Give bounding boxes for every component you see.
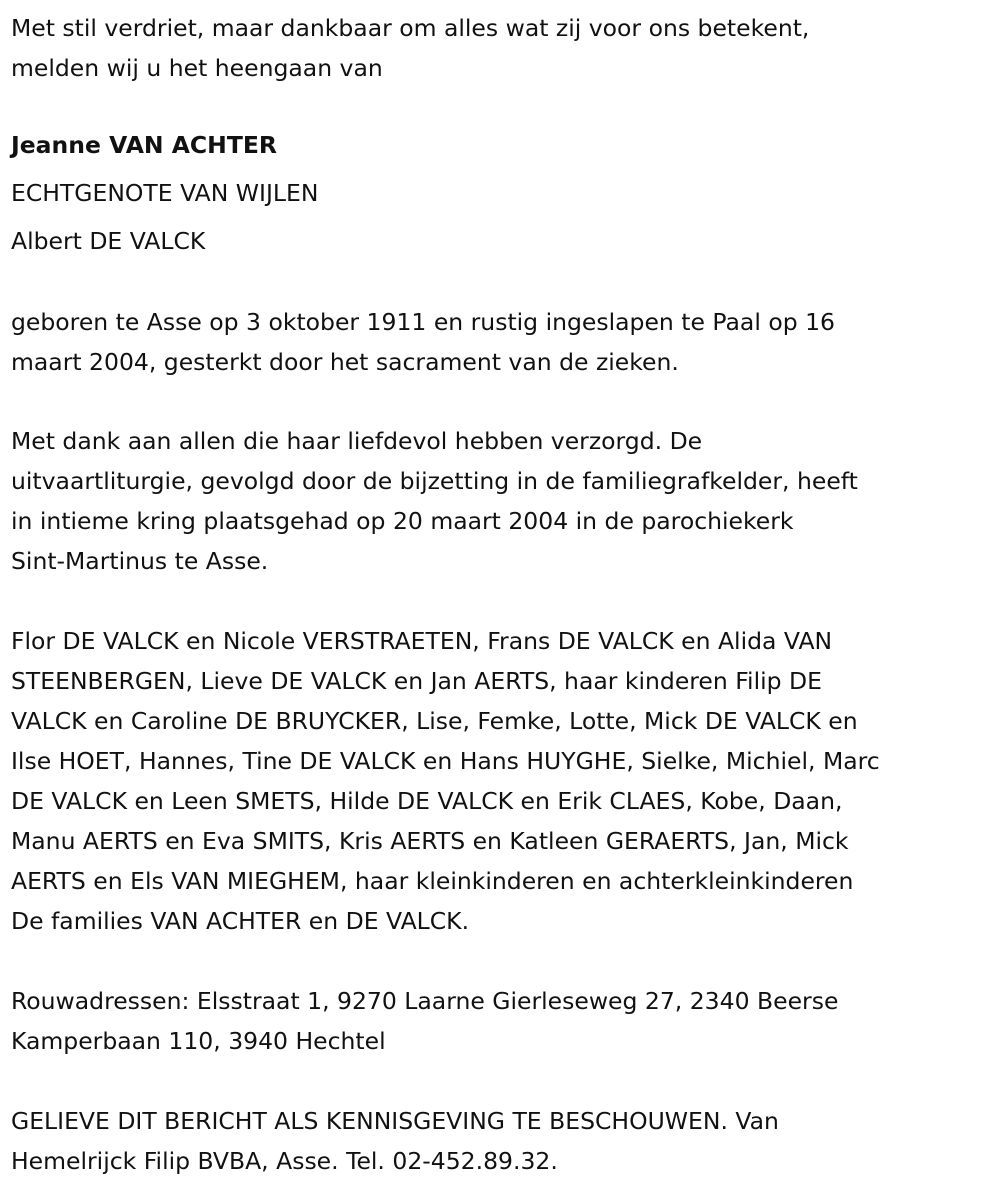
text-line: Met stil verdriet, maar dankbaar om alles wat zij voor ons betekent, bbox=[11, 14, 810, 42]
birth-death-paragraph bbox=[11, 302, 1000, 382]
text-line: STEENBERGEN, Lieve DE VALCK en Jan AERTS, haar kinderen Filip DE bbox=[11, 667, 822, 695]
text-line: Sint-Martinus te Asse. bbox=[11, 547, 269, 575]
funeral-paragraph bbox=[11, 421, 1000, 581]
text-line: Kamperbaan 110, 3940 Hechtel bbox=[11, 1027, 386, 1055]
text-line: Ilse HOET, Hannes, Tine DE VALCK en Hans HUYGHE, Sielke, Michiel, Marc bbox=[11, 747, 880, 775]
family-paragraph bbox=[11, 621, 1000, 941]
text-line: VALCK en Caroline DE BRUYCKER, Lise, Femke, Lotte, Mick DE VALCK en bbox=[11, 707, 858, 735]
text-line: Flor DE VALCK en Nicole VERSTRAETEN, Frans DE VALCK en Alida VAN bbox=[11, 627, 833, 655]
deceased-name: Jeanne VAN ACHTER bbox=[11, 131, 278, 159]
text-line: Hemelrijck Filip BVBA, Asse. Tel. 02-452.89.32. bbox=[11, 1147, 558, 1175]
text-line: Rouwadressen: Elsstraat 1, 9270 Laarne Gierleseweg 27, 2340 Beerse bbox=[11, 987, 839, 1015]
deceased-block bbox=[11, 121, 1000, 265]
text-line: melden wij u het heengaan van bbox=[11, 54, 383, 82]
text-line: AERTS en Els VAN MIEGHEM, haar kleinkinderen en achterkleinkinderen bbox=[11, 867, 854, 895]
text-line: De families VAN ACHTER en DE VALCK. bbox=[11, 907, 470, 935]
relation-label: ECHTGENOTE VAN WIJLEN bbox=[11, 179, 319, 207]
text-line: geboren te Asse op 3 oktober 1911 en rustig ingeslapen te Paal op 16 bbox=[11, 308, 836, 336]
notice-paragraph bbox=[11, 1101, 1000, 1181]
spouse-name: Albert DE VALCK bbox=[11, 227, 206, 255]
addresses-paragraph bbox=[11, 981, 1000, 1061]
text-line: uitvaartliturgie, gevolgd door de bijzetting in de familiegrafkelder, heeft bbox=[11, 467, 858, 495]
text-line: Manu AERTS en Eva SMITS, Kris AERTS en Katleen GERAERTS, Jan, Mick bbox=[11, 827, 849, 855]
text-line: Met dank aan allen die haar liefdevol hebben verzorgd. De bbox=[11, 427, 703, 455]
text-line: GELIEVE DIT BERICHT ALS KENNISGEVING TE BESCHOUWEN. Van bbox=[11, 1107, 779, 1135]
text-line: in intieme kring plaatsgehad op 20 maart 2004 in de parochiekerk bbox=[11, 507, 794, 535]
intro-paragraph bbox=[11, 8, 1000, 88]
text-line: DE VALCK en Leen SMETS, Hilde DE VALCK en Erik CLAES, Kobe, Daan, bbox=[11, 787, 843, 815]
text-line: maart 2004, gesterkt door het sacrament van de zieken. bbox=[11, 348, 679, 376]
